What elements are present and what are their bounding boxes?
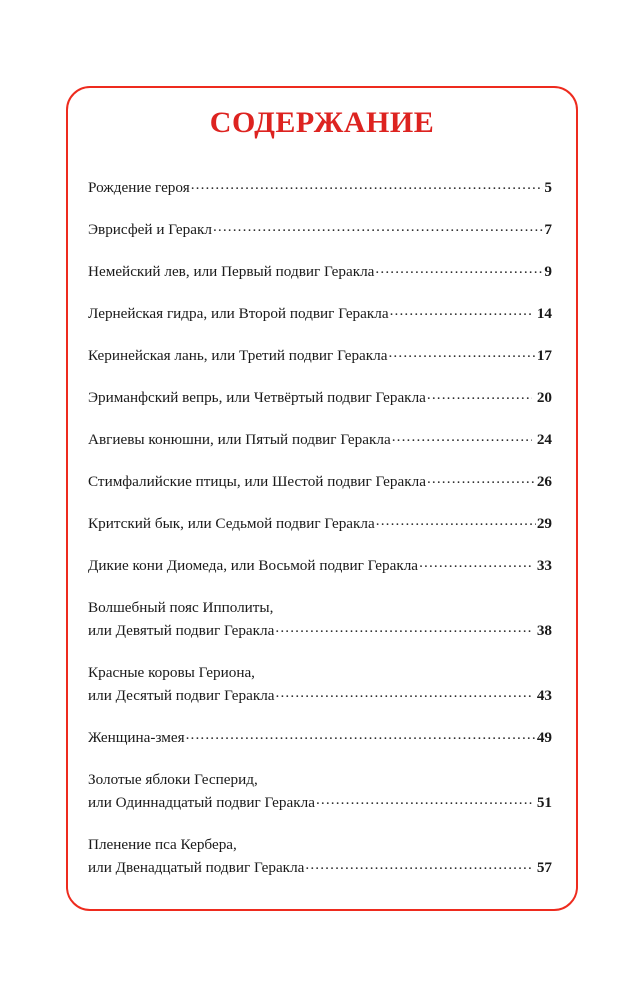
toc-entry-title: Лернейская гидра, или Второй подвиг Геракла <box>88 305 389 322</box>
toc-entry-title: Авгиевы конюшни, или Пятый подвиг Геракла <box>88 431 391 448</box>
toc-entry[interactable] <box>88 768 552 814</box>
toc-entry[interactable] <box>88 833 552 879</box>
toc-entry[interactable] <box>88 554 552 577</box>
toc-leader-dots <box>186 728 536 742</box>
toc-page-number: 5 <box>544 179 552 196</box>
toc-leader-dots <box>276 686 532 700</box>
toc-entry-last-line <box>88 726 552 749</box>
toc-leader-dots <box>305 858 531 872</box>
toc-entry-title: Пленение пса Кербера, <box>88 836 237 853</box>
toc-leader-dots <box>275 621 531 635</box>
toc-entry-last-line <box>88 684 552 707</box>
toc-entry-title: или Десятый подвиг Геракла <box>88 687 275 704</box>
toc-entry-last-line <box>88 176 552 199</box>
toc-leader-dots <box>427 472 536 486</box>
toc-entry-title: Критский бык, или Седьмой подвиг Геракла <box>88 515 375 532</box>
toc-entry[interactable] <box>88 428 552 451</box>
toc-page-number: 24 <box>536 431 552 448</box>
toc-entry-title: Эврисфей и Геракл <box>88 221 212 238</box>
toc-leader-dots <box>427 388 532 402</box>
toc-entry-first-line <box>88 596 552 619</box>
toc-leader-dots <box>392 430 532 444</box>
toc-entry[interactable] <box>88 596 552 642</box>
toc-page-number: 14 <box>536 305 552 322</box>
toc-entry-last-line <box>88 386 552 409</box>
toc-leader-dots <box>375 262 543 276</box>
toc-entry[interactable] <box>88 726 552 749</box>
toc-entry-title: Волшебный пояс Ипполиты, <box>88 599 274 616</box>
toc-leader-dots <box>390 304 532 318</box>
toc-page-number: 20 <box>536 389 552 406</box>
toc-leader-dots <box>376 514 536 528</box>
toc-entry-first-line <box>88 661 552 684</box>
toc-entry-last-line <box>88 791 552 814</box>
table-of-contents-list <box>88 176 552 879</box>
toc-entry-title: Эриманфский вепрь, или Четвёртый подвиг Геракла <box>88 389 426 406</box>
toc-page-number: 51 <box>536 794 552 811</box>
toc-entry[interactable] <box>88 344 552 367</box>
toc-entry[interactable] <box>88 512 552 535</box>
toc-leader-dots <box>316 793 532 807</box>
toc-entry-last-line <box>88 218 552 241</box>
toc-entry-last-line <box>88 302 552 325</box>
toc-entry[interactable] <box>88 386 552 409</box>
toc-leader-dots <box>213 220 543 234</box>
toc-entry-title: или Одиннадцатый подвиг Геракла <box>88 794 315 811</box>
toc-page-number: 29 <box>536 515 552 532</box>
toc-entry-last-line <box>88 470 552 493</box>
toc-entry-last-line <box>88 619 552 642</box>
toc-entry-last-line <box>88 428 552 451</box>
toc-entry-last-line <box>88 344 552 367</box>
toc-page-number: 33 <box>536 557 552 574</box>
toc-entry-title: Золотые яблоки Гесперид, <box>88 771 258 788</box>
toc-page-number: 43 <box>536 687 552 704</box>
toc-page-number: 49 <box>536 729 552 746</box>
toc-entry[interactable] <box>88 176 552 199</box>
toc-entry-title: Женщина-змея <box>88 729 185 746</box>
toc-entry-title: или Девятый подвиг Геракла <box>88 622 275 639</box>
toc-entry-title: или Двенадцатый подвиг Геракла <box>88 859 305 876</box>
toc-page-number: 9 <box>544 263 552 280</box>
toc-page-number: 38 <box>536 622 552 639</box>
toc-page-number: 7 <box>544 221 552 238</box>
toc-entry-title: Стимфалийские птицы, или Шестой подвиг Геракла <box>88 473 426 490</box>
toc-leader-dots <box>388 346 535 360</box>
toc-entry-title: Немейский лев, или Первый подвиг Геракла <box>88 263 375 280</box>
toc-entry-title: Керинейская лань, или Третий подвиг Геракла <box>88 347 388 364</box>
toc-entry-title: Красные коровы Гериона, <box>88 664 255 681</box>
toc-entry-last-line <box>88 512 552 535</box>
toc-leader-dots <box>419 556 532 570</box>
toc-entry-first-line <box>88 768 552 791</box>
toc-entry[interactable] <box>88 218 552 241</box>
toc-entry-first-line <box>88 833 552 856</box>
toc-page-number: 26 <box>536 473 552 490</box>
toc-entry-last-line <box>88 856 552 879</box>
toc-entry[interactable] <box>88 302 552 325</box>
toc-page-number: 57 <box>536 859 552 876</box>
page-title: СОДЕРЖАНИЕ <box>209 106 435 139</box>
toc-entry-last-line <box>88 260 552 283</box>
toc-page-number: 17 <box>536 347 552 364</box>
toc-entry[interactable] <box>88 661 552 707</box>
toc-entry-last-line <box>88 554 552 577</box>
toc-leader-dots <box>191 178 544 192</box>
toc-entry-title: Рождение героя <box>88 179 190 196</box>
toc-entry[interactable] <box>88 260 552 283</box>
toc-entry[interactable] <box>88 470 552 493</box>
toc-entry-title: Дикие кони Диомеда, или Восьмой подвиг Геракла <box>88 557 419 574</box>
